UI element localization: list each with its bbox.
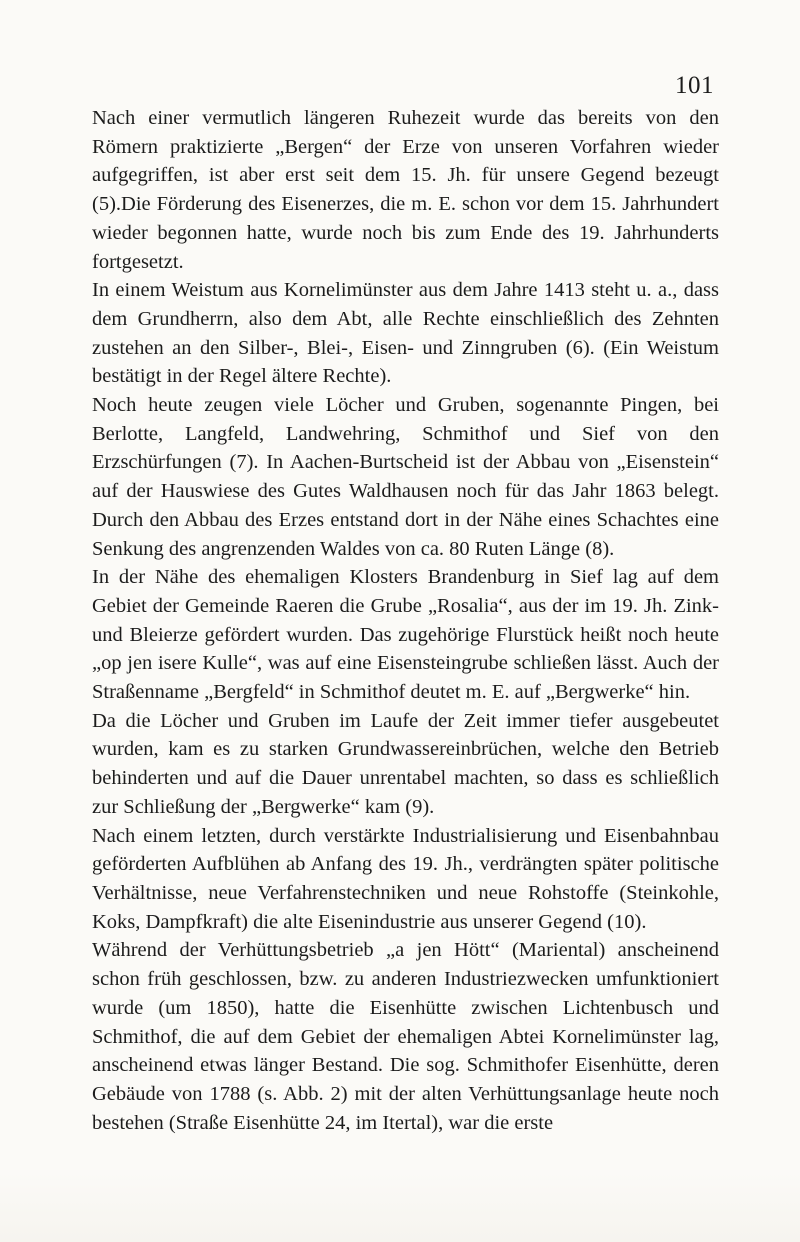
paragraph-1: Nach einer vermutlich längeren Ruhezeit wurde das bereits von den Römern praktizierte „Bergen“ der Erze von unseren Vorfahren wieder aufgegriffen, ist aber erst seit dem 15. Jh. für unsere Gegend bezeugt (5).Die Förderung des Eisenerzes, die m. E. schon vor dem 15. Jahrhundert wieder begonnen hatte, wurde noch bis zum Ende des 19. Jahrhunderts fortgesetzt.: [92, 107, 719, 273]
paragraph-5: Da die Löcher und Gruben im Laufe der Zeit immer tiefer ausgebeutet wurden, kam es zu starken Grundwassereinbrüchen, welche den Betrieb behinderten und auf die Dauer unrentabel machten, so dass es schließlich zur Schließung der „Bergwerke“ kam (9).: [92, 709, 719, 818]
page-bottom-margin: [0, 1172, 800, 1242]
paragraph-4: In der Nähe des ehemaligen Klosters Brandenburg in Sief lag auf dem Gebiet der Gemeinde Raeren die Grube „Rosalia“, aus der im 19. Jh. Zink- und Bleierze gefördert wurden. Das zugehörige Flurstück heißt noch heute „op jen isere Kulle“, was auf eine Eisensteingrube schließen lässt. Auch der Straßenname „Bergfeld“ in Schmithof deutet m. E. auf „Bergwerke“ hin.: [92, 566, 719, 704]
paragraph-6: Nach einem letzten, durch verstärkte Industrialisierung und Eisenbahnbau geförderten Aufblühen ab Anfang des 19. Jh., verdrängten später politische Verhältnisse, neue Verfahrenstechniken und neue Rohstoffe (Steinkohle, Koks, Dampfkraft) die alte Eisenindustrie aus unserer Gegend (10).: [92, 824, 719, 933]
paragraph-7: Während der Verhüttungsbetrieb „a jen Hött“ (Mariental) anscheinend schon früh geschlossen, bzw. zu anderen Industriezwecken umfunktioniert wurde (um 1850), hatte die Eisenhütte zwischen Lichtenbusch und Schmithof, die auf dem Gebiet der ehemaligen Abtei Kornelimünster lag, anscheinend etwas länger Bestand. Die sog. Schmithofer Eisenhütte, deren Gebäude von 1788 (s. Abb. 2) mit der alten Verhüttungsanlage heute noch bestehen (Straße Eisenhütte 24, im Itertal), war die erste: [92, 939, 719, 1134]
paragraph-3: Noch heute zeugen viele Löcher und Gruben, sogenannte Pingen, bei Berlotte, Langfeld, Landwehring, Schmithof und Sief von den Erzschürfungen (7). In Aachen-Burtscheid ist der Abbau von „Eisenstein“ auf der Hauswiese des Gutes Waldhausen noch für das Jahr 1863 belegt. Durch den Abbau des Erzes entstand dort in der Nähe eines Schachtes eine Senkung des angrenzenden Waldes von ca. 80 Ruten Länge (8).: [92, 394, 719, 560]
page-number: 101: [675, 72, 714, 99]
paragraph-2: In einem Weistum aus Kornelimünster aus dem Jahre 1413 steht u. a., dass dem Grundherrn, also dem Abt, alle Rechte einschließlich des Zehnten zustehen an den Silber-, Blei-, Eisen- und Zinngruben (6). (Ein Weistum bestätigt in der Regel ältere Rechte).: [92, 279, 719, 388]
body-text: [92, 104, 719, 1137]
